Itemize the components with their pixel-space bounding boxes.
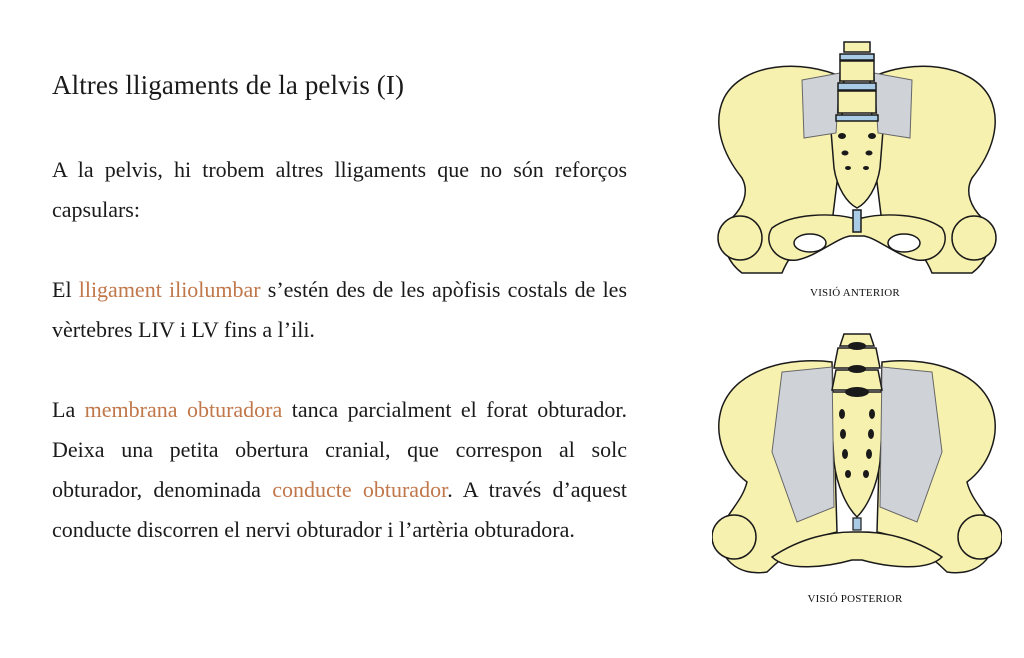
pelvis-anterior-illustration <box>712 38 1002 278</box>
iliolumbar-paragraph <box>52 270 627 350</box>
obturator-canal-term: conducte obturador <box>272 477 448 502</box>
obturator-text-after: . A través d’aquest conducte discorren el nervi obturador i l’artèria obturadora. <box>52 477 627 542</box>
obturator-text-before: La <box>52 397 85 422</box>
iliolumbar-text-before: El <box>52 277 79 302</box>
obturator-membrane-term: membrana obturadora <box>84 397 283 422</box>
obturator-text-middle: tanca parcialment el forat obturador. Deixa una petita obertura cranial, que correspon al solc obturador, denominada <box>52 397 628 502</box>
page-title: Altres lligaments de la pelvis (I) <box>52 70 405 100</box>
pelvis-posterior-illustration <box>712 332 1002 580</box>
iliolumbar-text-after: s’estén des de les apòfisis costals de les vèrtebres LIV i LV fins a l’ili. <box>52 277 628 342</box>
obturator-paragraph <box>52 390 627 550</box>
anterior-view-caption: VISIÓ ANTERIOR <box>810 287 900 299</box>
intro-paragraph: A la pelvis, hi trobem altres lligaments que no són reforços capsulars: <box>52 157 627 222</box>
iliolumbar-term: lligament iliolumbar <box>78 277 261 302</box>
posterior-view-caption: VISIÓ POSTERIOR <box>807 593 903 605</box>
